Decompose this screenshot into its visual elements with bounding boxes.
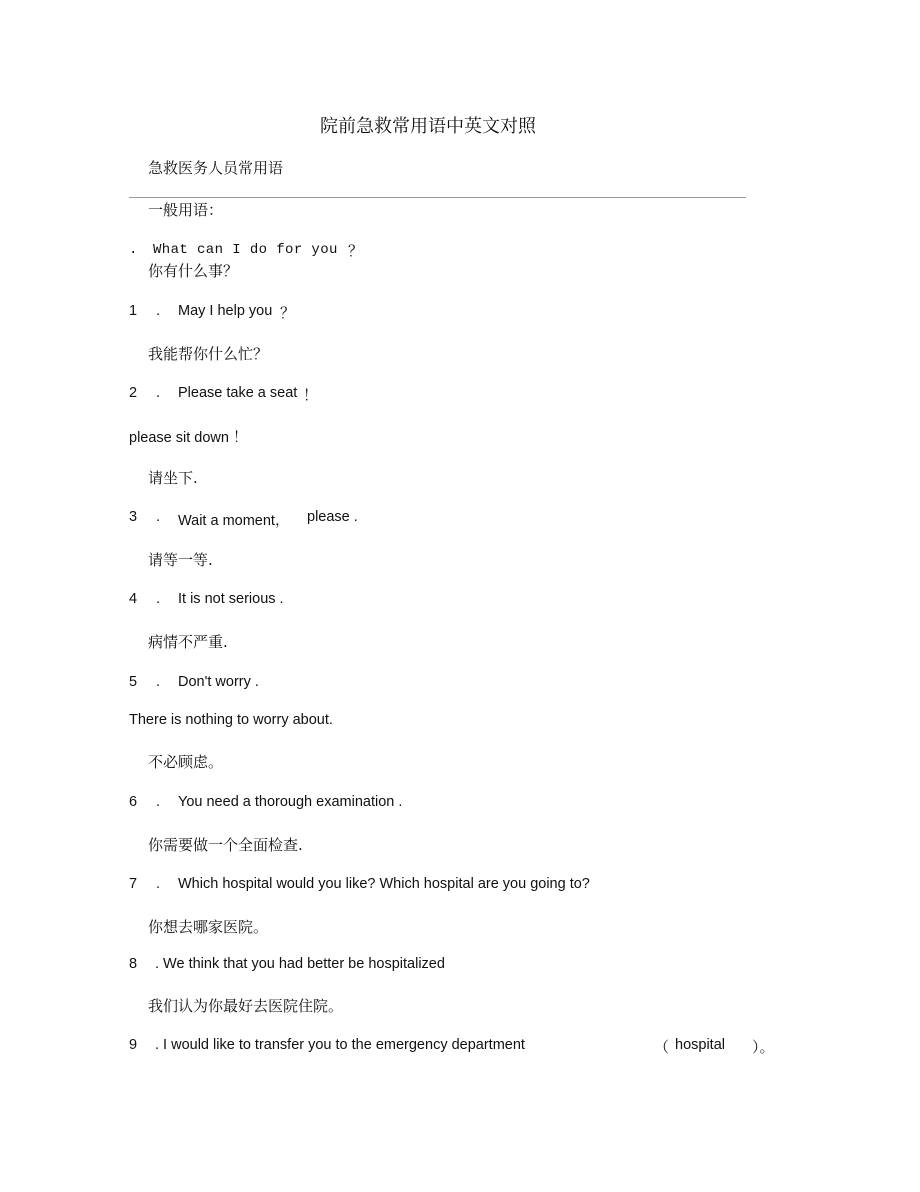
- intro-question-mark: ？: [348, 242, 364, 260]
- item-6-english: You need a thorough examination .: [178, 794, 403, 810]
- item-4-number: 4: [129, 591, 138, 607]
- item-2-english: Please take a seat: [178, 385, 298, 401]
- divider-line: [129, 197, 746, 198]
- item-7-english: Which hospital would you like? Which hospital are you going to?: [178, 876, 590, 892]
- page-title: 院前急救常用语中英文对照: [320, 116, 536, 137]
- item-2-number: 2: [129, 385, 138, 401]
- item-8-chinese: 我们认为你最好去医院住院。: [148, 997, 344, 1015]
- item-2-chinese: 请坐下.: [148, 469, 198, 487]
- item-3-dot: .: [156, 509, 161, 525]
- item-3-english-a: Wait a moment，: [178, 513, 290, 529]
- item-1-number: 1: [129, 303, 138, 319]
- item-6-chinese: 你需要做一个全面检查.: [148, 836, 303, 854]
- item-7-number: 7: [129, 876, 138, 892]
- item-1-dot: .: [156, 303, 161, 319]
- item-3-english-b: please .: [307, 509, 358, 525]
- intro-dot: .: [129, 242, 138, 258]
- item-1-english: May I help you: [178, 303, 273, 319]
- item-6-dot: .: [156, 794, 161, 810]
- item-9-paren-word: hospital: [675, 1037, 725, 1053]
- item-2-end-mark: ！: [303, 386, 319, 404]
- item-5-chinese: 不必顾虑。: [148, 753, 224, 771]
- item-8-english: . We think that you had better be hospitalized: [155, 956, 445, 972]
- item-5-english: Don't worry .: [178, 674, 259, 690]
- item-9-english: . I would like to transfer you to the emergency department: [155, 1037, 525, 1053]
- item-5-dot: .: [156, 674, 161, 690]
- item-3-chinese: 请等一等.: [148, 551, 213, 569]
- item-9-paren-close: ）。: [752, 1038, 775, 1056]
- intro-chinese: 你有什么事？: [148, 262, 239, 280]
- section-heading: 一般用语：: [148, 201, 224, 219]
- item-2-dot: .: [156, 385, 161, 401]
- item-4-chinese: 病情不严重.: [148, 633, 228, 651]
- item-5-extra-english: There is nothing to worry about.: [129, 712, 333, 728]
- item-4-english: It is not serious .: [178, 591, 284, 607]
- item-1-chinese: 我能帮你什么忙？: [148, 345, 269, 363]
- item-3-number: 3: [129, 509, 138, 525]
- item-1-end-mark: ？: [280, 304, 296, 322]
- item-6-number: 6: [129, 794, 138, 810]
- intro-english: What can I do for you: [153, 242, 338, 258]
- item-5-number: 5: [129, 674, 138, 690]
- item-9-paren-open: （: [654, 1038, 670, 1056]
- item-4-dot: .: [156, 591, 161, 607]
- item-8-number: 8: [129, 956, 138, 972]
- item-2-extra-english: please sit down ！: [129, 430, 248, 446]
- item-9-number: 9: [129, 1037, 138, 1053]
- item-7-chinese: 你想去哪家医院。: [148, 918, 269, 936]
- subtitle: 急救医务人员常用语: [148, 159, 284, 177]
- item-7-dot: .: [156, 876, 161, 892]
